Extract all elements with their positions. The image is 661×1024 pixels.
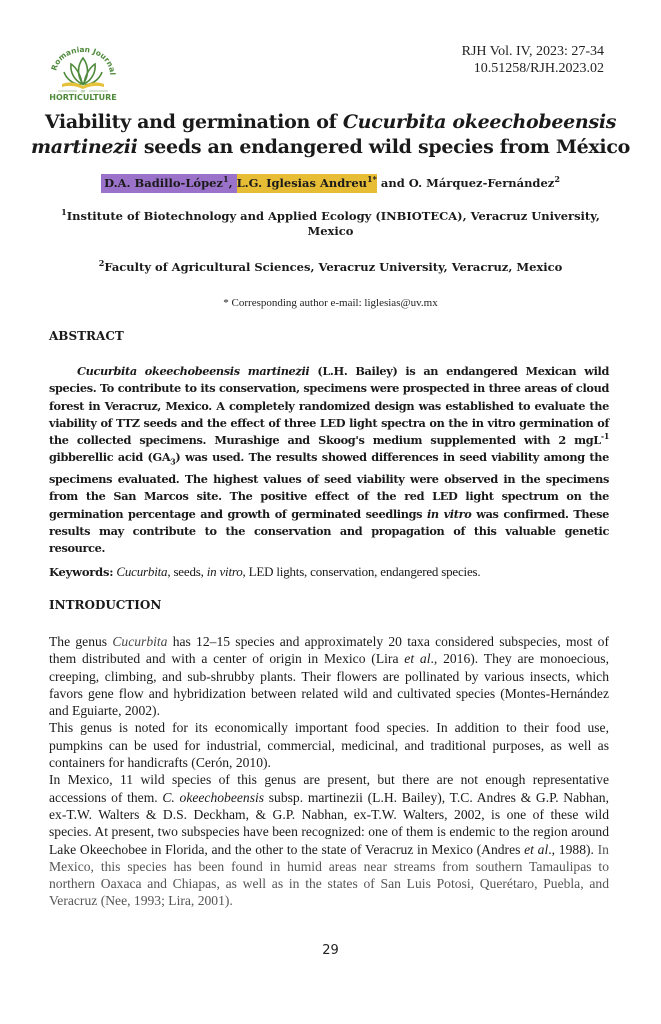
svg-text:OF: OF (80, 89, 86, 94)
author-1: D.A. Badillo-López$^1$, (101, 174, 237, 193)
paper-title: Viability and germination of Cucurbita okeechobeensis martinezii seeds an endangered wild species from México (30, 111, 630, 158)
keywords: Keywords: Cucurbita, seeds, in vitro, LED lights, conservation, endangered species. (49, 564, 481, 579)
journal-logo-icon (44, 44, 122, 102)
author-2: L.G. Iglesias Andreu$^{1*}$ (237, 174, 377, 193)
journal-volume: RJH Vol. IV, 2023: 27-34 (461, 44, 604, 59)
svg-text:Romanian Journal: Romanian Journal (49, 44, 118, 76)
corresponding-author: * Corresponding author e-mail: liglesias@uv.mx (223, 297, 438, 309)
author-list (0, 173, 661, 193)
affiliation-2: $^2$Faculty of Agricultural Sciences, Veracruz University, Veracruz, Mexico (98, 258, 563, 274)
intro-paragraph-2: This genus is noted for its economically important food species. In addition to their food use, pumpkins can be used for industrial, commercial, medicinal, and traditional purposes, as well as containers for handicrafts (Cerón, 2010). (49, 720, 609, 771)
journal-reference (462, 43, 604, 77)
abstract-body: Cucurbita okeechobeensis martinezii (L.H. Bailey) is an endangered Mexican wild species. To contribute to its conservation, specimens were prospected in three areas of cloud forest in Veracruz, Mexico. A completely randomized design was established to evaluate the viability of TTZ seeds and the effect of three LED light spectra on the in vitro germination of the collected specimens. Murashige and Skoog's medium supplemented with 2 mgL$^{-1}$ gibberellic acid $(GA_3)$ was used. The results showed differences in seed viability among the specimens evaluated. The highest values of seed viability were observed in the specimens from the San Marcos site. The positive effect of the red LED light spectrum on the germination percentage and growth of germinated seedlings in vitro was confirmed. These results may contribute to the conservation and propagation of this valuable genetic resource. (49, 364, 609, 556)
abstract-heading: ABSTRACT (49, 329, 124, 343)
intro-paragraph-3: In Mexico, 11 wild species of this genus are present, but there are not enough representative accessions of them. C. okeechobeensis subsp. martinezii (L.H. Bailey), T.C. Andres & G.P. Nabhan, ex-T.W. Walters & D.S. Deckham, & G.P. Nabhan, ex-T.W. Walters, 2002, is one of these wild species. At present, two subspecies have been recognized: one of them is endemic to the region around Lake Okeechobee in Florida, and the other to the state of Veracruz in Mexico (Andres et al., 1988). In Mexico, this species has been found in humid areas near streams from southern Tamaulipas to northern Oaxaca and Chiapas, as well as in the states of San Luis Potosi, Querétaro, Puebla, and Veracruz (Nee, 1993; Lira, 2001). (49, 772, 609, 909)
introduction-heading: INTRODUCTION (49, 598, 162, 612)
doi: 10.51258/RJH.2023.02 (473, 61, 604, 76)
introduction-body (49, 633, 609, 910)
intro-paragraph-1: The genus Cucurbita has 12–15 species and approximately 20 taxa considered subspecies, most of them distributed and with a center of origin in Mexico (Lira et al., 2016). They are monoecious, creeping, climbing, and sub-shrubby plants. Their flowers are pollinated by various insects, which favors gene flow and hybridization between related wild and cultivated species (Montes-Hernández and Eguiarte, 2002). (49, 634, 609, 719)
author-3: and O. Márquez-Fernández$^2$ (380, 174, 560, 190)
svg-text:HORTICULTURE: HORTICULTURE (49, 93, 117, 102)
page-number: 29 (322, 943, 339, 958)
affiliation-1: $^1$Institute of Biotechnology and Applied Ecology (INBIOTECA), Veracruz University, Mexico (61, 207, 600, 238)
